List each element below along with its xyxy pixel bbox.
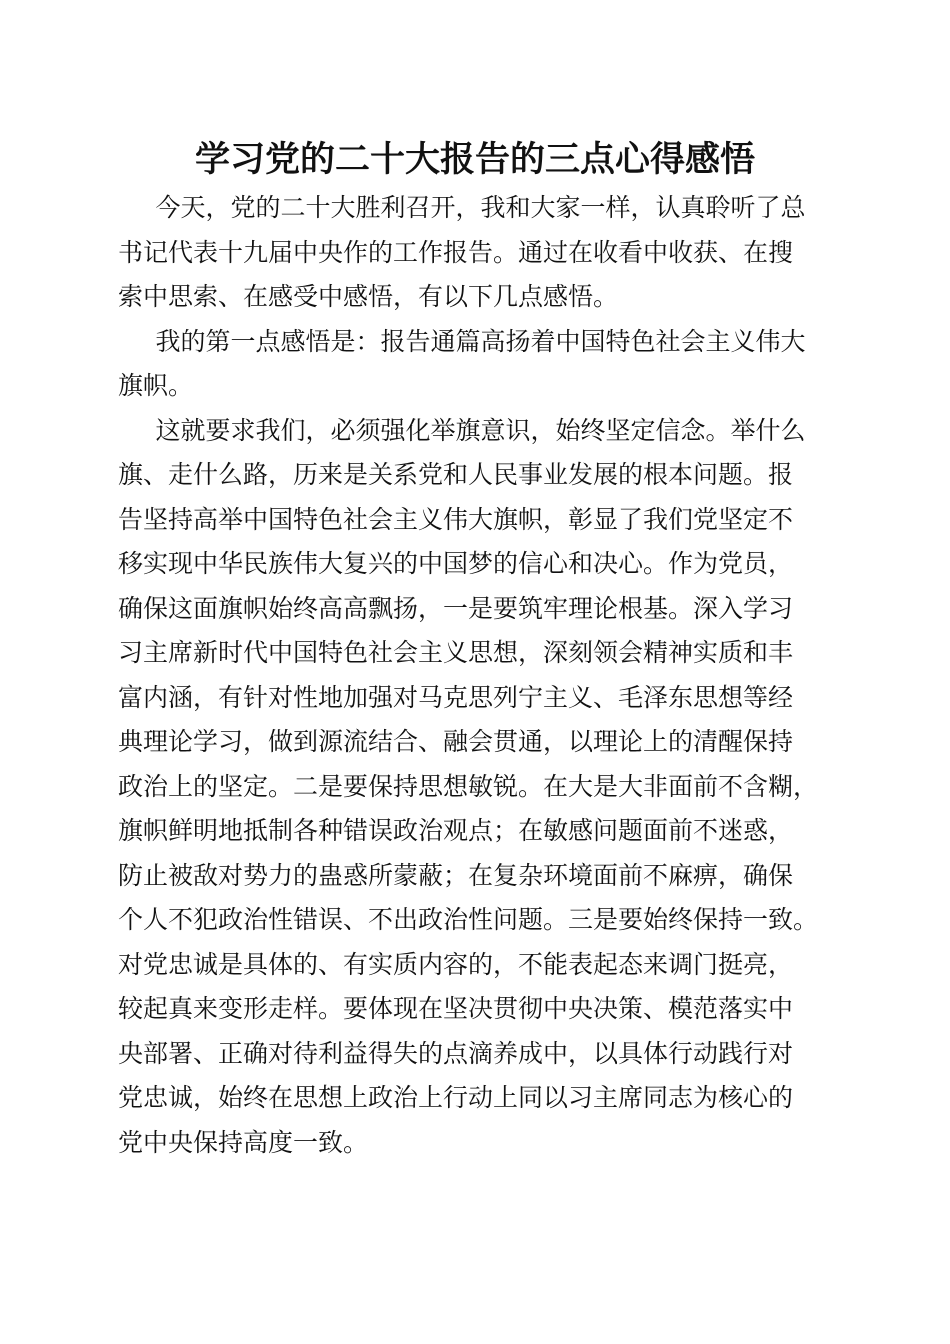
text-line: 防止被敌对势力的蛊惑所蒙蔽；在复杂环境面前不麻痹，确保 (118, 860, 794, 890)
text-line: 旗帜鲜明地抵制各种错误政治观点；在敏感问题面前不迷惑， (118, 816, 794, 845)
text-line: 移实现中华民族伟大复兴的中国梦的信心和决心。作为党员， (118, 549, 794, 578)
text-line: 政治上的坚定。二是要保持思想敏锐。在大是大非面前不含糊， (118, 771, 819, 801)
document-body (118, 186, 830, 1165)
text-line: 富内涵，有针对性地加强对马克思列宁主义、毛泽东思想等经 (118, 682, 794, 712)
text-line: 较起真来变形走样。要体现在坚决贯彻中央决策、模范落实中 (118, 994, 794, 1023)
document-title: 学习党的二十大报告的三点心得感悟 (194, 139, 755, 180)
text-line: 习主席新时代中国特色社会主义思想，深刻领会精神实质和丰 (118, 638, 794, 667)
text-line: 今天，党的二十大胜利召开，我和大家一样，认真聆听了总 (155, 193, 806, 222)
text-line: 确保这面旗帜始终高高飘扬，一是要筑牢理论根基。深入学习 (118, 593, 794, 623)
text-line: 对党忠诚是具体的、有实质内容的，不能表起态来调门挺亮， (118, 949, 794, 979)
paragraph-intro (118, 186, 830, 320)
text-line: 党忠诚，始终在思想上政治上行动上同以习主席同志为核心的 (118, 1083, 794, 1112)
text-line: 旗帜。 (118, 371, 194, 400)
text-line: 告坚持高举中国特色社会主义伟大旗帜，彰显了我们党坚定不 (118, 504, 794, 534)
text-line: 索中思索、在感受中感悟，有以下几点感悟。 (118, 282, 619, 311)
text-line: 典理论学习，做到源流结合、融会贯通，以理论上的清醒保持 (118, 727, 794, 756)
text-line: 个人不犯政治性错误、不出政治性问题。三是要始终保持一致。 (118, 905, 819, 934)
text-line: 旗、走什么路，历来是关系党和人民事业发展的根本问题。报 (118, 460, 794, 489)
text-line: 书记代表十九届中央作的工作报告。通过在收看中收获、在搜 (118, 237, 794, 267)
text-line: 我的第一点感悟是：报告通篇高扬着中国特色社会主义伟大 (155, 326, 806, 356)
paragraph-requirements (118, 409, 830, 1166)
text-line: 这就要求我们，必须强化举旗意识，始终坚定信念。举什么 (155, 415, 806, 445)
paragraph-first-insight (118, 320, 830, 409)
text-line: 党中央保持高度一致。 (118, 1127, 369, 1157)
text-line: 央部署、正确对待利益得失的点滴养成中，以具体行动践行对 (118, 1038, 794, 1068)
